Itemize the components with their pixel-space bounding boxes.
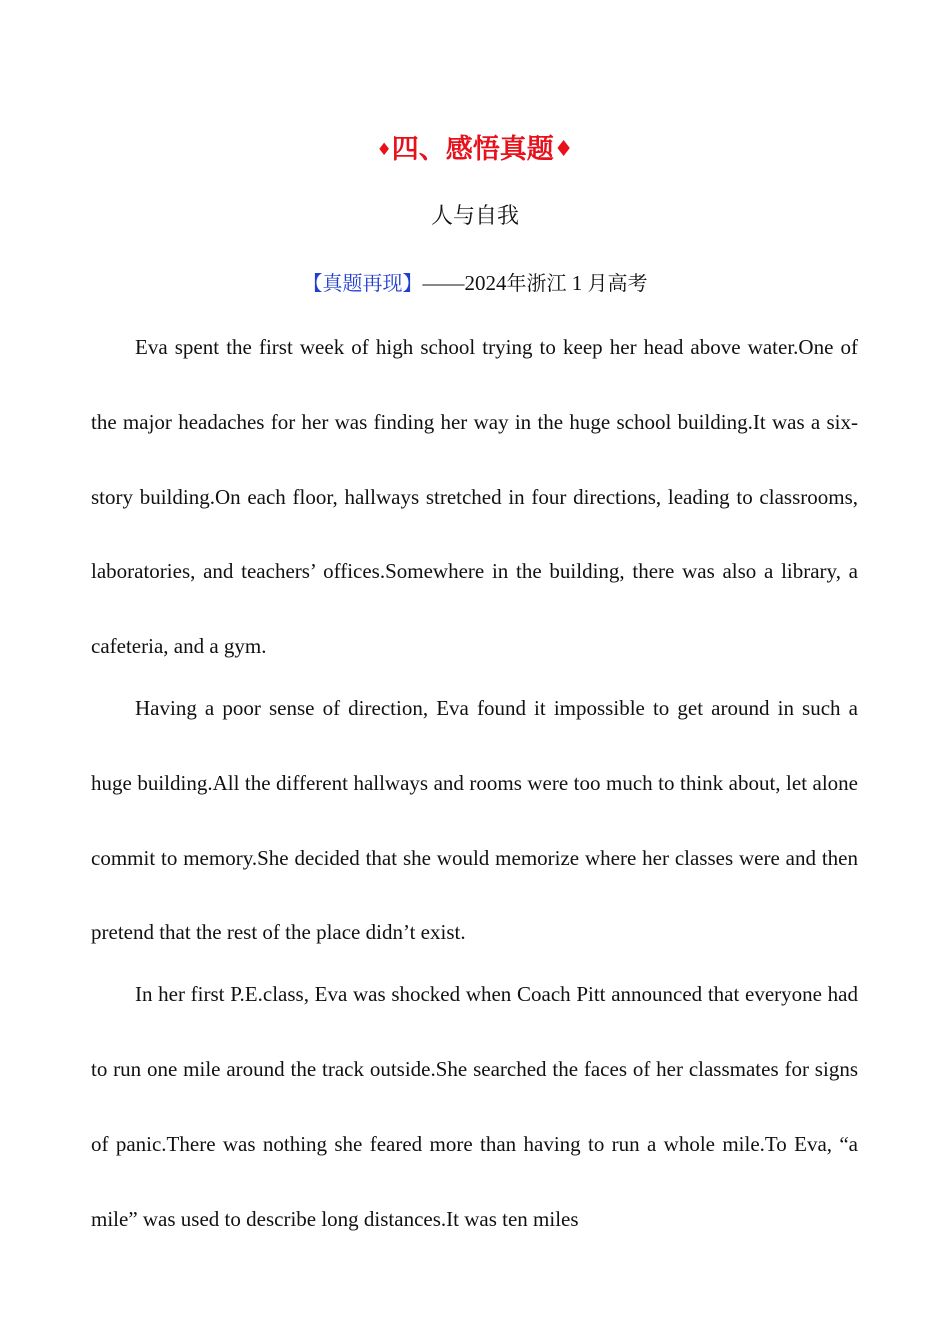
source-exam: 月高考 bbox=[587, 271, 648, 295]
source-year: 2024 bbox=[464, 271, 507, 295]
source-line bbox=[0, 266, 950, 300]
section-title: 四、感悟真题 bbox=[391, 134, 554, 165]
section-heading bbox=[0, 128, 950, 172]
source-month: 1 bbox=[571, 271, 583, 295]
article-body bbox=[91, 310, 858, 1256]
theme-subheading: 人与自我 bbox=[430, 204, 519, 229]
article-paragraph: Having a poor sense of direction, Eva found it impossible to get around in such a huge building.All the different hallways and rooms were too much to think about, let alone commit to memory.She decided that she would memorize where her classes were and then pretend that the rest of the place didn’t exist. bbox=[91, 695, 858, 945]
article-paragraph: In her first P.E.class, Eva was shocked when Coach Pitt announced that everyone had to run one mile around the track outside.She searched the faces of her classmates for signs of panic.There was nothing she feared more than having to run a whole mile.To Eva, “a mile” was used to describe long distances.It was ten miles bbox=[91, 982, 858, 1231]
source-region: 年浙江 bbox=[506, 271, 567, 295]
diamond-icon: ♦ bbox=[376, 140, 392, 160]
source-tag: 【真题再现】 bbox=[302, 271, 423, 295]
diamond-icon: ♦ bbox=[553, 137, 574, 162]
source-dash: —— bbox=[422, 271, 465, 295]
article-paragraph: Eva spent the first week of high school trying to keep her head above water.One of the major headaches for her was finding her way in the huge school building.It was a six-story building.On each floor, hallways stretched in four directions, leading to classrooms, laboratories, and teachers’ offices.Somewhere in the building, there was also a library, a cafeteria, and a gym. bbox=[91, 335, 858, 659]
